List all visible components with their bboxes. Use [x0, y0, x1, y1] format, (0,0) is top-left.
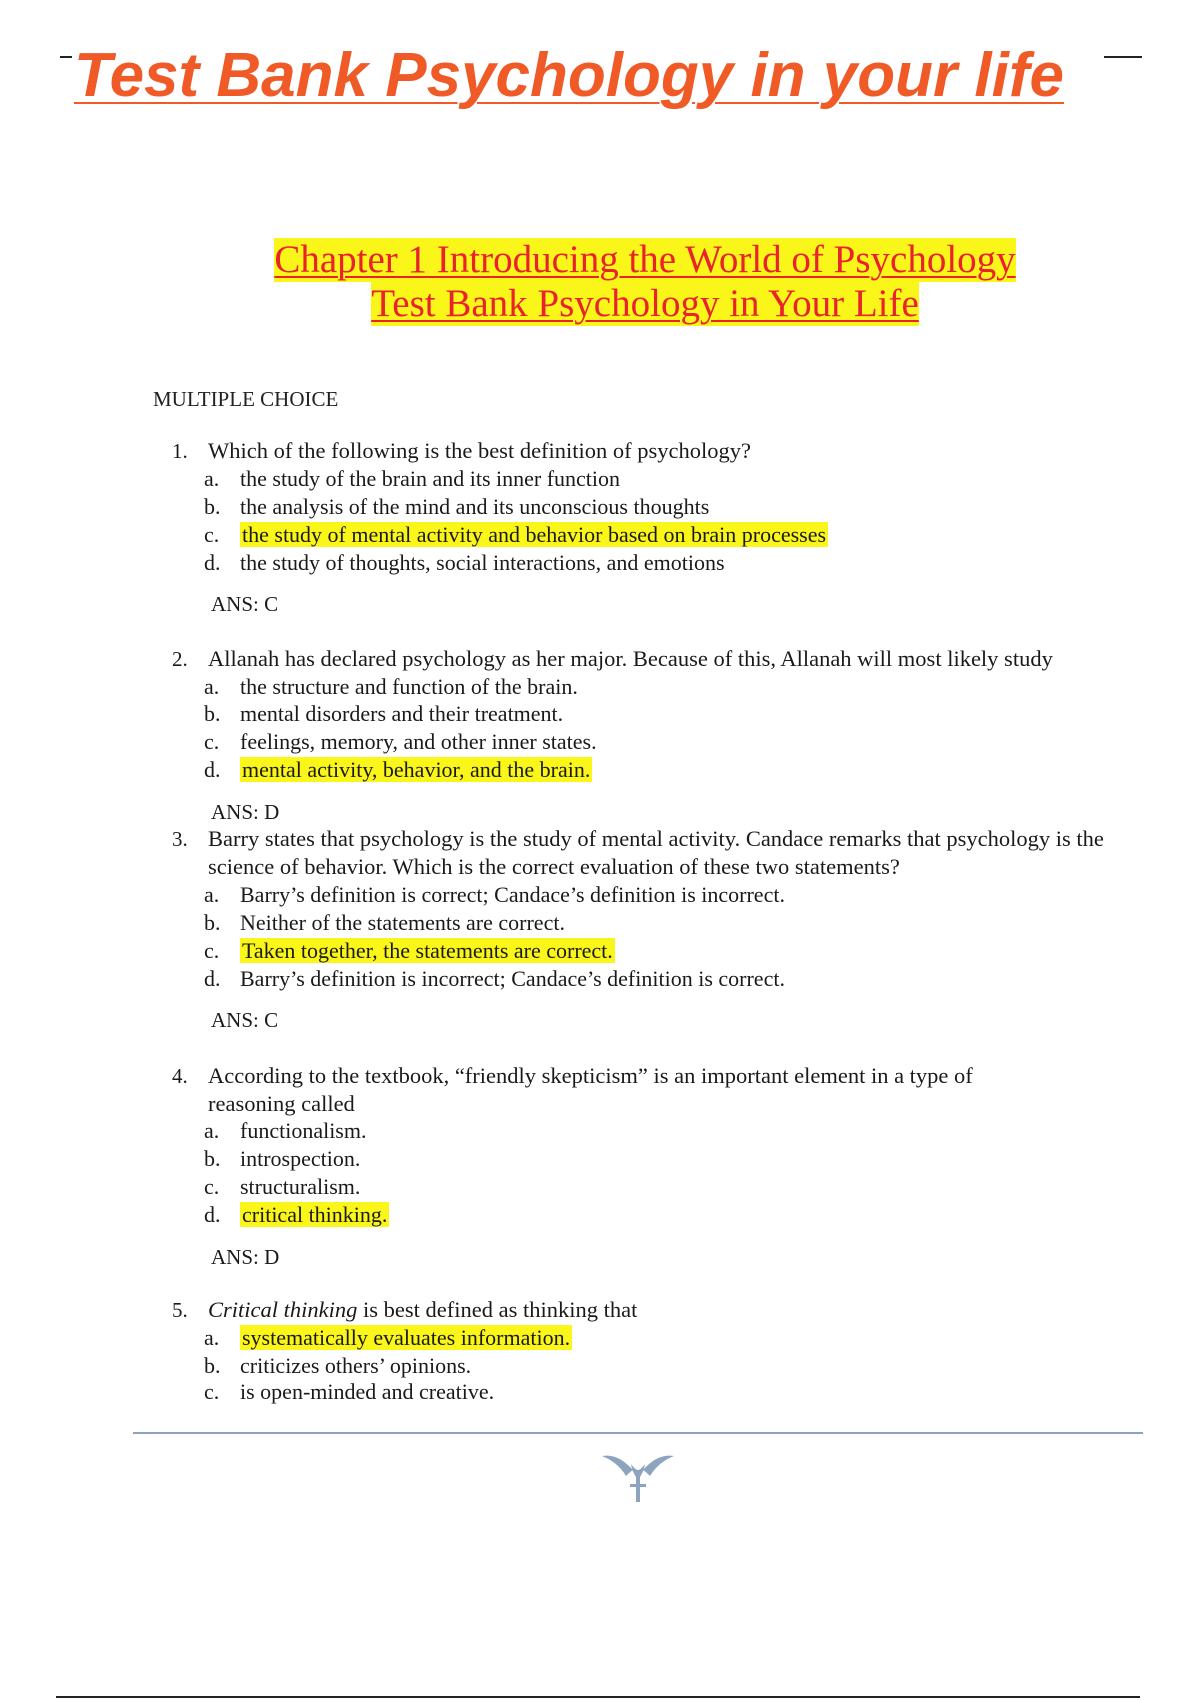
question-stem-rest: is best defined as thinking that: [357, 1297, 638, 1322]
option-b: [204, 909, 565, 937]
question-stem: Barry states that psychology is the study of mental activity. Candace remarks that psychology is the science of behavior. Which is the correct evaluation of these two statements?: [208, 826, 1104, 879]
option-letter: a.: [204, 882, 220, 907]
option-text-highlighted: critical thinking.: [242, 1202, 388, 1227]
option-letter: d.: [204, 550, 221, 575]
option-b: [204, 1145, 360, 1173]
chapter-title: Chapter 1 Introducing the World of Psychology: [274, 238, 1016, 281]
option-letter: d.: [204, 966, 221, 991]
option-text: mental disorders and their treatment.: [240, 701, 564, 726]
option-letter: c.: [204, 1379, 220, 1404]
option-a: [204, 1117, 366, 1145]
option-text: functionalism.: [240, 1118, 367, 1143]
option-letter: c.: [204, 729, 220, 754]
option-text-highlighted: systematically evaluates information.: [242, 1325, 571, 1350]
option-text: Barry’s definition is incorrect; Candace’s definition is correct.: [240, 966, 785, 991]
option-letter: b.: [204, 1353, 221, 1378]
option-a: [204, 881, 785, 909]
footer-rule: [133, 1432, 1143, 1434]
option-text: the structure and function of the brain.: [240, 674, 578, 699]
option-text: the study of the brain and its inner function: [240, 466, 621, 491]
option-letter: b.: [204, 701, 221, 726]
answer-key: ANS: C: [211, 1008, 279, 1032]
question-stem: Allanah has declared psychology as her major. Because of this, Allanah will most likely study: [208, 646, 1053, 671]
bird-logo-icon: [600, 1450, 676, 1504]
question-number: 4.: [172, 1064, 188, 1088]
question-stem: [208, 1296, 1138, 1324]
option-b: [204, 1352, 471, 1380]
question-number: 3.: [172, 827, 188, 851]
question-number: 2.: [172, 647, 188, 671]
option-text-highlighted: mental activity, behavior, and the brain.: [242, 757, 591, 782]
option-d: [204, 965, 785, 993]
option-d: [204, 756, 592, 784]
option-c: [204, 1378, 494, 1406]
question-number: 5.: [172, 1298, 188, 1322]
option-letter: b.: [204, 494, 221, 519]
option-text: the analysis of the mind and its unconscious thoughts: [240, 494, 710, 519]
option-b: [204, 700, 563, 728]
option-letter: c.: [204, 938, 220, 963]
option-letter: a.: [204, 466, 220, 491]
option-letter: c.: [204, 1174, 220, 1199]
option-letter: b.: [204, 910, 221, 935]
question-stem-italic: Critical thinking: [208, 1297, 358, 1322]
question-stem: According to the textbook, “friendly skepticism” is an important element in a type of reasoning called: [208, 1063, 973, 1116]
option-a: [204, 673, 578, 701]
option-text-highlighted: Taken together, the statements are correct.: [242, 938, 613, 963]
answer-key: ANS: D: [211, 1245, 280, 1269]
option-c: [204, 1173, 360, 1201]
option-d: [204, 1201, 389, 1229]
option-c: [204, 728, 597, 756]
option-text: the study of thoughts, social interactions, and emotions: [240, 550, 725, 575]
option-letter: c.: [204, 522, 220, 547]
option-letter: a.: [204, 1118, 220, 1143]
option-letter: b.: [204, 1146, 221, 1171]
top-rule-left: [60, 56, 72, 58]
answer-key: ANS: C: [211, 592, 279, 616]
option-a: [204, 1324, 572, 1352]
option-a: [204, 465, 620, 493]
option-text: Neither of the statements are correct.: [240, 910, 565, 935]
option-letter: a.: [204, 674, 220, 699]
option-c: [204, 937, 615, 965]
option-letter: d.: [204, 757, 221, 782]
option-text: structuralism.: [240, 1174, 361, 1199]
banner-title: Test Bank Psychology in your life: [74, 41, 1064, 110]
option-text: feelings, memory, and other inner states.: [240, 729, 597, 754]
chapter-subtitle: Test Bank Psychology in Your Life: [371, 282, 919, 325]
option-text: introspection.: [240, 1146, 361, 1171]
option-text: Barry’s definition is correct; Candace’s definition is incorrect.: [240, 882, 785, 907]
option-c: [204, 521, 828, 549]
question-number: 1.: [172, 439, 188, 463]
option-text: criticizes others’ opinions.: [240, 1353, 472, 1378]
bottom-rule: [56, 1696, 1140, 1698]
question-stem: Which of the following is the best definition of psychology?: [208, 438, 752, 463]
option-b: [204, 493, 709, 521]
answer-key: ANS: D: [211, 800, 280, 824]
option-letter: d.: [204, 1202, 221, 1227]
chapter-heading: [0, 238, 1200, 326]
section-label: MULTIPLE CHOICE: [153, 387, 339, 411]
option-letter: a.: [204, 1325, 220, 1350]
option-d: [204, 549, 725, 577]
option-text-highlighted: the study of mental activity and behavior based on brain processes: [242, 522, 827, 547]
option-text: is open-minded and creative.: [240, 1379, 495, 1404]
